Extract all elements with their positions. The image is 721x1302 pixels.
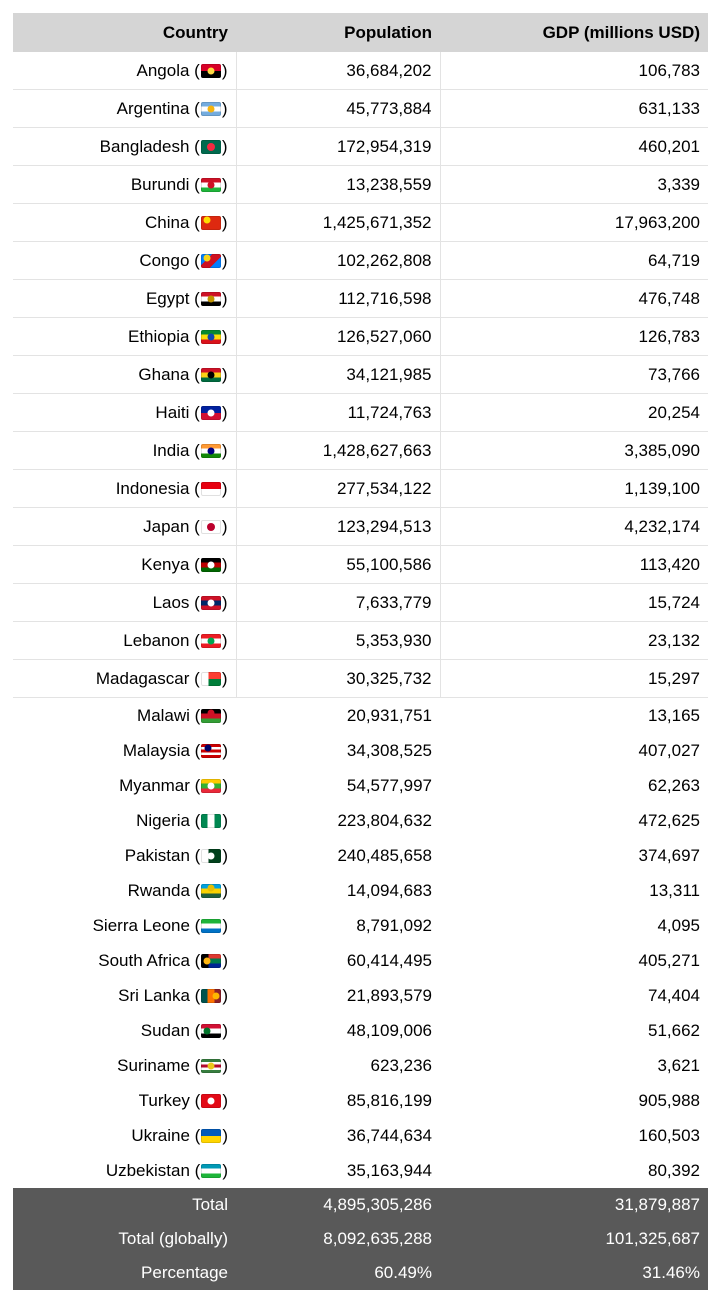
- table-row: [13, 660, 708, 698]
- flag-emblem: [207, 561, 214, 568]
- table-row: [13, 546, 708, 584]
- laos-flag-icon: [201, 596, 221, 610]
- country-name: Pakistan: [124, 845, 190, 865]
- angola-flag-icon: [201, 64, 221, 78]
- gdp-cell: 80,392: [648, 1160, 700, 1180]
- gdp-cell: 3,339: [440, 166, 708, 204]
- country-name: Turkey: [138, 1090, 190, 1110]
- flag-emblem: [208, 852, 215, 859]
- table-row: [13, 204, 708, 242]
- flag-emblem: [207, 371, 214, 378]
- table-row: [13, 978, 708, 1013]
- country-cell: Lebanon ( ): [13, 622, 236, 660]
- gdp-cell: 23,132: [440, 622, 708, 660]
- ethiopia-flag-icon: [201, 330, 221, 344]
- turkey-flag-icon: [201, 1094, 221, 1108]
- country-cell: Haiti ( ): [13, 394, 236, 432]
- gdp-cell: 74,404: [648, 985, 700, 1005]
- population-cell: 54,577,997: [346, 775, 432, 795]
- country-name: Uzbekistan: [105, 1160, 190, 1180]
- table-row: [13, 698, 708, 734]
- population-cell: 240,485,658: [337, 845, 432, 865]
- country-name: Egypt: [145, 288, 190, 308]
- population-cell: 112,716,598: [236, 280, 440, 318]
- table-row: [13, 873, 708, 908]
- table-row: [13, 1153, 708, 1188]
- table-row: [13, 768, 708, 803]
- population-cell: 21,893,579: [346, 985, 432, 1005]
- country-cell: Ethiopia ( ): [13, 318, 236, 356]
- country-cell: Rwanda ( ): [127, 880, 228, 900]
- china-flag-icon: [201, 216, 221, 230]
- footer-gdp-cell: 31,879,887: [440, 1188, 708, 1222]
- country-name: Sri Lanka: [118, 985, 190, 1005]
- country-cell: Turkey ( ): [138, 1090, 228, 1110]
- table-row: [13, 1118, 708, 1153]
- population-cell: 11,724,763: [236, 394, 440, 432]
- ghana-flag-icon: [201, 368, 221, 382]
- table-row: [13, 394, 708, 432]
- country-cell: Japan ( ): [13, 508, 236, 546]
- country-name: Ukraine: [131, 1125, 190, 1145]
- population-cell: 277,534,122: [236, 470, 440, 508]
- uzbekistan-flag-icon: [201, 1164, 221, 1178]
- table-row: [13, 90, 708, 128]
- gdp-cell: 51,662: [648, 1020, 700, 1040]
- population-cell: 20,931,751: [346, 705, 432, 725]
- footer-label-cell: Percentage: [13, 1256, 236, 1290]
- footer-gdp-cell: 31.46%: [440, 1256, 708, 1290]
- country-name: Myanmar: [119, 775, 190, 795]
- country-cell: Argentina ( ): [13, 90, 236, 128]
- gdp-cell: 73,766: [440, 356, 708, 394]
- population-cell: 48,109,006: [346, 1020, 432, 1040]
- gdp-cell: 1,139,100: [440, 470, 708, 508]
- footer-population-cell: 4,895,305,286: [236, 1188, 440, 1222]
- population-cell: 45,773,884: [236, 90, 440, 128]
- flag-emblem: [207, 599, 214, 606]
- country-stats-table: [13, 13, 708, 1290]
- column-header-population: Population: [236, 13, 440, 52]
- table-row: [13, 356, 708, 394]
- gdp-cell: 631,133: [440, 90, 708, 128]
- indonesia-flag-icon: [201, 482, 221, 496]
- nigeria-flag-icon: [201, 814, 221, 828]
- lebanon-flag-icon: [201, 634, 221, 648]
- table-row: [13, 432, 708, 470]
- footer-gdp-cell: 101,325,687: [440, 1222, 708, 1256]
- malawi-flag-icon: [201, 709, 221, 723]
- country-cell: Sri Lanka ( ): [118, 985, 228, 1005]
- gdp-cell: 905,988: [638, 1090, 700, 1110]
- population-cell: 30,325,732: [236, 660, 440, 698]
- country-name: Kenya: [141, 554, 190, 574]
- japan-flag-icon: [201, 520, 221, 534]
- flag-emblem: [207, 333, 214, 340]
- pakistan-flag-icon: [201, 849, 221, 863]
- country-cell: Nigeria ( ): [136, 810, 228, 830]
- bangladesh-flag-icon: [201, 140, 221, 154]
- flag-emblem: [208, 1097, 215, 1104]
- column-header-country: Country: [13, 13, 236, 52]
- country-cell: Malaysia ( ): [122, 740, 228, 760]
- population-cell: 13,238,559: [236, 166, 440, 204]
- country-cell: Malawi ( ): [137, 705, 228, 725]
- gdp-cell: 106,783: [440, 52, 708, 90]
- population-cell: 60,414,495: [346, 950, 432, 970]
- footer-population-cell: 60.49%: [236, 1256, 440, 1290]
- flag-emblem: [204, 1027, 211, 1034]
- table-row: [13, 803, 708, 838]
- flag-emblem: [207, 409, 214, 416]
- country-cell: Pakistan ( ): [124, 845, 228, 865]
- country-cell: Burundi ( ): [13, 166, 236, 204]
- gdp-cell: 17,963,200: [440, 204, 708, 242]
- rwanda-flag-icon: [201, 884, 221, 898]
- gdp-cell: 13,311: [649, 880, 700, 900]
- table-body: [13, 52, 708, 1188]
- column-header-gdp: GDP (millions USD): [440, 13, 708, 52]
- country-cell: Laos ( ): [13, 584, 236, 622]
- footer-label-cell: Total: [13, 1188, 236, 1222]
- table-row: [13, 166, 708, 204]
- gdp-cell: 62,263: [648, 775, 700, 795]
- gdp-cell: 3,385,090: [440, 432, 708, 470]
- kenya-flag-icon: [201, 558, 221, 572]
- population-cell: 5,353,930: [236, 622, 440, 660]
- country-name: Sierra Leone: [92, 915, 190, 935]
- population-cell: 623,236: [370, 1055, 432, 1075]
- gdp-cell: 13,165: [648, 705, 700, 725]
- country-cell: Ghana ( ): [13, 356, 236, 394]
- table-row: [13, 1083, 708, 1118]
- gdp-cell: 476,748: [440, 280, 708, 318]
- table-row: [13, 470, 708, 508]
- flag-emblem: [204, 957, 211, 964]
- gdp-cell: 4,095: [657, 915, 700, 935]
- table-row: [13, 242, 708, 280]
- population-cell: 85,816,199: [346, 1090, 432, 1110]
- country-cell: Indonesia ( ): [13, 470, 236, 508]
- gdp-cell: 3,621: [657, 1055, 700, 1075]
- flag-emblem: [207, 637, 214, 644]
- footer-row: [13, 1256, 708, 1290]
- population-cell: 223,804,632: [337, 810, 432, 830]
- population-cell: 35,163,944: [346, 1160, 432, 1180]
- egypt-flag-icon: [201, 292, 221, 306]
- congo-flag-icon: [201, 254, 221, 268]
- country-cell: Uzbekistan ( ): [105, 1160, 228, 1180]
- population-cell: 1,425,671,352: [236, 204, 440, 242]
- table-row: [13, 508, 708, 546]
- haiti-flag-icon: [201, 406, 221, 420]
- country-cell: Kenya ( ): [13, 546, 236, 584]
- country-name: Malaysia: [122, 740, 190, 760]
- population-cell: 14,094,683: [346, 880, 432, 900]
- population-cell: 8,791,092: [356, 915, 432, 935]
- gdp-cell: 374,697: [638, 845, 700, 865]
- footer-row: [13, 1222, 708, 1256]
- country-name: Bangladesh: [99, 136, 190, 156]
- sudan-flag-icon: [201, 1024, 221, 1038]
- table-row: [13, 1048, 708, 1083]
- country-name: Burundi: [130, 174, 190, 194]
- myanmar-flag-icon: [201, 779, 221, 793]
- gdp-cell: 20,254: [440, 394, 708, 432]
- gdp-cell: 113,420: [440, 546, 708, 584]
- population-cell: 55,100,586: [236, 546, 440, 584]
- country-name: Ethiopia: [128, 326, 190, 346]
- gdp-cell: 472,625: [638, 810, 700, 830]
- flag-emblem: [207, 447, 214, 454]
- flag-emblem: [207, 181, 214, 188]
- country-name: Indonesia: [115, 478, 190, 498]
- country-name: Argentina: [116, 98, 190, 118]
- header-row: [13, 13, 708, 52]
- ukraine-flag-icon: [201, 1129, 221, 1143]
- flag-emblem: [208, 709, 215, 716]
- flag-emblem: [208, 782, 215, 789]
- india-flag-icon: [201, 444, 221, 458]
- south-africa-flag-icon: [201, 954, 221, 968]
- country-name: India: [152, 440, 190, 460]
- table-row: [13, 128, 708, 166]
- population-cell: 7,633,779: [236, 584, 440, 622]
- country-name: China: [145, 212, 190, 232]
- country-name: Sudan: [140, 1020, 190, 1040]
- footer-population-cell: 8,092,635,288: [236, 1222, 440, 1256]
- table-footer: [13, 1188, 708, 1290]
- table-row: [13, 280, 708, 318]
- country-cell: Sudan ( ): [140, 1020, 228, 1040]
- footer-row: [13, 1188, 708, 1222]
- country-cell: Egypt ( ): [13, 280, 236, 318]
- country-name: Haiti: [155, 402, 190, 422]
- country-cell: India ( ): [13, 432, 236, 470]
- sierra-leone-flag-icon: [201, 919, 221, 933]
- suriname-flag-icon: [201, 1059, 221, 1073]
- country-cell: Madagascar ( ): [13, 660, 236, 698]
- argentina-flag-icon: [201, 102, 221, 116]
- flag-emblem: [207, 295, 214, 302]
- country-name: Rwanda: [127, 880, 190, 900]
- population-cell: 102,262,808: [236, 242, 440, 280]
- table-row: [13, 733, 708, 768]
- population-cell: 1,428,627,663: [236, 432, 440, 470]
- gdp-cell: 15,297: [440, 660, 708, 698]
- gdp-cell: 126,783: [440, 318, 708, 356]
- country-name: Suriname: [117, 1055, 190, 1075]
- country-name: Angola: [136, 60, 190, 80]
- population-cell: 34,308,525: [346, 740, 432, 760]
- population-cell: 123,294,513: [236, 508, 440, 546]
- country-cell: China ( ): [13, 204, 236, 242]
- flag-emblem: [212, 992, 219, 999]
- flag-emblem: [204, 745, 211, 752]
- burundi-flag-icon: [201, 178, 221, 192]
- table-row: [13, 318, 708, 356]
- country-name: Ghana: [138, 364, 190, 384]
- country-name: Japan: [143, 516, 190, 536]
- population-cell: 126,527,060: [236, 318, 440, 356]
- flag-emblem: [207, 67, 214, 74]
- country-cell: South Africa ( ): [98, 950, 228, 970]
- footer-label-cell: Total (globally): [13, 1222, 236, 1256]
- flag-emblem: [207, 143, 215, 151]
- gdp-cell: 160,503: [638, 1125, 700, 1145]
- population-cell: 36,684,202: [236, 52, 440, 90]
- flag-emblem: [207, 523, 215, 531]
- table-header: [13, 13, 708, 52]
- gdp-cell: 460,201: [440, 128, 708, 166]
- gdp-cell: 407,027: [638, 740, 700, 760]
- flag-emblem: [204, 255, 211, 262]
- gdp-cell: 405,271: [638, 950, 700, 970]
- country-name: Madagascar: [95, 668, 190, 688]
- table-row: [13, 908, 708, 943]
- country-name: Nigeria: [136, 810, 190, 830]
- country-cell: Sierra Leone ( ): [92, 915, 228, 935]
- table-row: [13, 584, 708, 622]
- gdp-cell: 4,232,174: [440, 508, 708, 546]
- flag-emblem: [208, 1062, 215, 1069]
- population-cell: 172,954,319: [236, 128, 440, 166]
- table-row: [13, 52, 708, 90]
- flag-emblem: [204, 217, 211, 224]
- population-cell: 36,744,634: [346, 1125, 432, 1145]
- flag-emblem: [208, 884, 215, 891]
- country-name: Laos: [152, 592, 190, 612]
- malaysia-flag-icon: [201, 744, 221, 758]
- country-cell: Suriname ( ): [117, 1055, 228, 1075]
- table-row: [13, 1013, 708, 1048]
- population-cell: 34,121,985: [236, 356, 440, 394]
- madagascar-flag-icon: [201, 672, 221, 686]
- country-cell: Ukraine ( ): [131, 1125, 228, 1145]
- flag-emblem: [207, 105, 214, 112]
- country-cell: Angola ( ): [13, 52, 236, 90]
- sri-lanka-flag-icon: [201, 989, 221, 1003]
- table-row: [13, 622, 708, 660]
- country-name: Congo: [139, 250, 190, 270]
- country-cell: Bangladesh ( ): [13, 128, 236, 166]
- country-name: South Africa: [98, 950, 190, 970]
- gdp-cell: 15,724: [440, 584, 708, 622]
- country-cell: Congo ( ): [13, 242, 236, 280]
- country-name: Lebanon: [123, 630, 190, 650]
- table-row: [13, 943, 708, 978]
- country-name: Malawi: [137, 705, 190, 725]
- country-cell: Myanmar ( ): [119, 775, 228, 795]
- table-row: [13, 838, 708, 873]
- gdp-cell: 64,719: [440, 242, 708, 280]
